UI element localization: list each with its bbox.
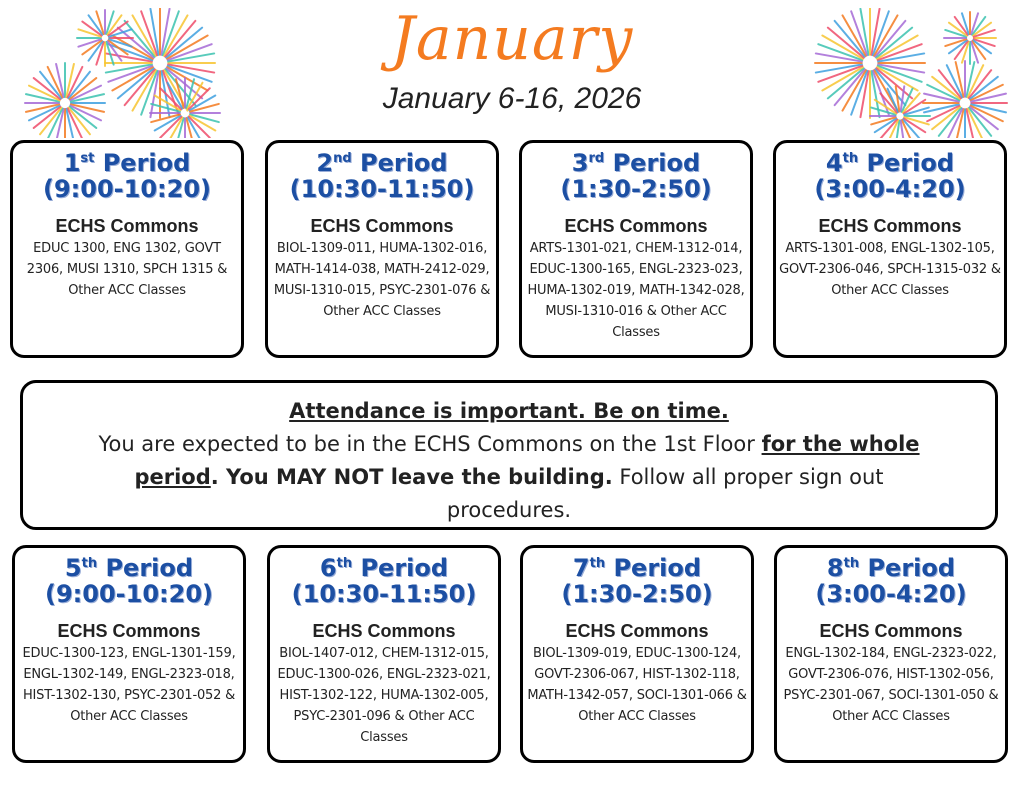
period-classes: BIOL-1407-012, CHEM-1312-015, EDUC-1300-026, ENGL-2323-021, HIST-1302-122, HUMA-1302-005, PSYC-2301-096 & Other ACC Classes xyxy=(277,646,491,745)
period-location: ECHS Commons xyxy=(312,621,456,641)
period-card-3 xyxy=(519,140,753,358)
period-location: ECHS Commons xyxy=(564,216,708,236)
period-classes: EDUC-1300-123, ENGL-1301-159, ENGL-1302-149, ENGL-2323-018, HIST-1302-130, PSYC-2301-052 & Other ACC Classes xyxy=(22,646,236,724)
period-title: 4th Period xyxy=(825,149,955,177)
period-time: (9:00-10:20) xyxy=(43,175,211,203)
period-time: (1:30-2:50) xyxy=(560,175,712,203)
period-card-5 xyxy=(12,545,246,763)
period-location: ECHS Commons xyxy=(55,216,199,236)
period-card-2 xyxy=(265,140,499,358)
period-title: 6th Period xyxy=(319,554,449,582)
period-title: 3rd Period xyxy=(571,149,701,177)
page-title: January xyxy=(390,4,634,74)
period-time: (10:30-11:50) xyxy=(291,580,477,608)
period-classes: ARTS-1301-021, CHEM-1312-014, EDUC-1300-165, ENGL-2323-023, HUMA-1302-019, MATH-1342-028, MUSI-1310-016 & Other ACC Classes xyxy=(527,241,745,340)
period-card-1 xyxy=(10,140,244,358)
period-card-4 xyxy=(773,140,1007,358)
period-title: 7th Period xyxy=(572,554,702,582)
period-classes: BIOL-1309-011, HUMA-1302-016, MATH-1414-038, MATH-2412-029, MUSI-1310-015, PSYC-2301-076 & Other ACC Classes xyxy=(273,241,491,319)
period-location: ECHS Commons xyxy=(819,621,963,641)
date-range: January 6-16, 2026 xyxy=(382,82,642,115)
period-time: (3:00-4:20) xyxy=(814,175,966,203)
period-location: ECHS Commons xyxy=(565,621,709,641)
period-classes: EDUC 1300, ENG 1302, GOVT 2306, MUSI 1310, SPCH 1315 & Other ACC Classes xyxy=(26,241,228,298)
period-location: ECHS Commons xyxy=(818,216,962,236)
attendance-notice xyxy=(20,380,998,530)
period-card-7 xyxy=(520,545,754,763)
period-classes: ARTS-1301-008, ENGL-1302-105, GOVT-2306-046, SPCH-1315-032 & Other ACC Classes xyxy=(779,241,1001,298)
period-time: (3:00-4:20) xyxy=(815,580,967,608)
period-title: 1st Period xyxy=(63,149,191,177)
period-time: (10:30-11:50) xyxy=(289,175,475,203)
period-location: ECHS Commons xyxy=(310,216,454,236)
period-time: (9:00-10:20) xyxy=(45,580,213,608)
period-card-8 xyxy=(774,545,1008,763)
period-card-6 xyxy=(267,545,501,763)
period-title: 8th Period xyxy=(826,554,956,582)
period-time: (1:30-2:50) xyxy=(561,580,713,608)
period-classes: BIOL-1309-019, EDUC-1300-124, GOVT-2306-067, HIST-1302-118, MATH-1342-057, SOCI-1301-066 & Other ACC Classes xyxy=(527,646,747,724)
period-title: 5th Period xyxy=(64,554,194,582)
notice-body: You are expected to be in the ECHS Commons on the 1st Floor for the whole period. You MAY NOT leave the building. Follow all proper sign out procedures. xyxy=(98,432,920,522)
period-classes: ENGL-1302-184, ENGL-2323-022, GOVT-2306-076, HIST-1302-056, PSYC-2301-067, SOCI-1301-050 & Other ACC Classes xyxy=(783,646,999,724)
period-location: ECHS Commons xyxy=(57,621,201,641)
notice-headline: Attendance is important. Be on time. xyxy=(289,399,729,423)
period-title: 2nd Period xyxy=(316,149,448,177)
